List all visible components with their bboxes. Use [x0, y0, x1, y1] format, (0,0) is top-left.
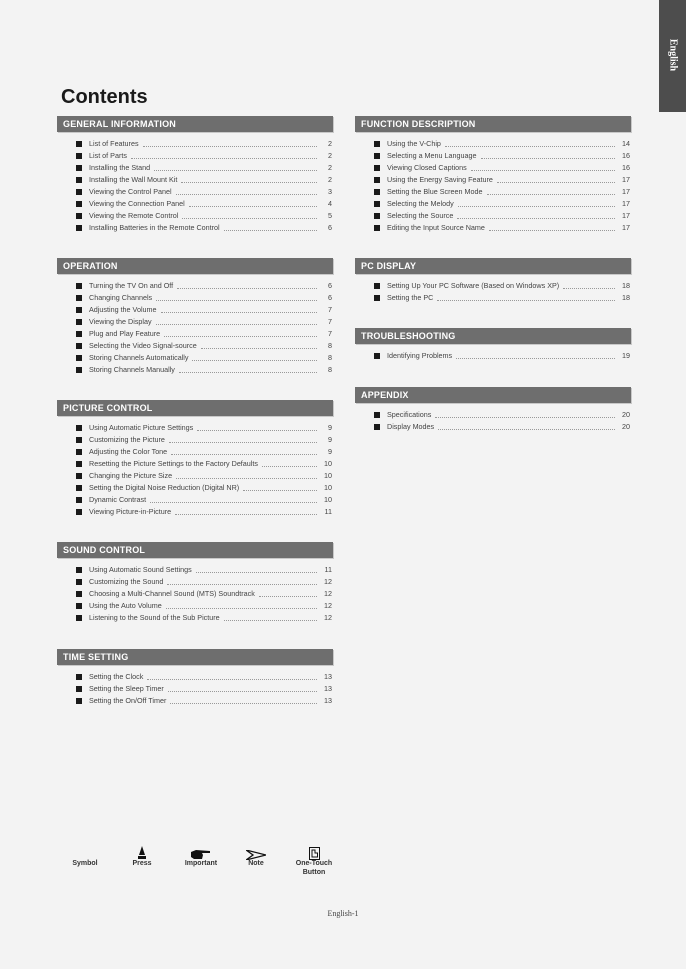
language-tab-label: English: [667, 38, 678, 72]
square-bullet-icon: [76, 674, 82, 680]
square-bullet-icon: [76, 437, 82, 443]
toc-page-number: 10: [324, 471, 332, 480]
square-bullet-icon: [76, 449, 82, 455]
toc-entry-label: Setting the Blue Screen Mode: [387, 187, 483, 196]
square-bullet-icon: [76, 225, 82, 231]
toc-entry[interactable]: [57, 470, 333, 482]
square-bullet-icon: [76, 319, 82, 325]
square-bullet-icon: [374, 353, 380, 359]
toc-page-number: 17: [622, 187, 630, 196]
dot-leader: [175, 507, 317, 515]
toc-entry[interactable]: [355, 138, 631, 150]
toc-entry-label: Installing the Stand: [89, 163, 151, 172]
toc-page-number: 7: [328, 329, 332, 338]
toc-entry-label: Installing Batteries in the Remote Control: [89, 223, 220, 232]
toc-page-number: 17: [622, 211, 630, 220]
toc-entry-label: Selecting the Video Signal-source: [89, 341, 197, 350]
section-appendix: [355, 387, 631, 433]
toc-page-number: 9: [328, 435, 332, 444]
dot-leader: [161, 305, 317, 313]
toc-page-number: 10: [324, 459, 332, 468]
toc-page-number: 12: [324, 577, 332, 586]
toc-page-number: 16: [622, 163, 630, 172]
square-bullet-icon: [374, 412, 380, 418]
square-bullet-icon: [374, 283, 380, 289]
dot-leader: [471, 163, 615, 171]
square-bullet-icon: [76, 473, 82, 479]
legend-note: Note: [236, 842, 276, 867]
square-bullet-icon: [76, 509, 82, 515]
toc-page-number: 6: [328, 281, 332, 290]
dot-leader: [445, 139, 615, 147]
toc-entry-label: Specifications: [387, 410, 432, 419]
toc-entry[interactable]: [57, 434, 333, 446]
press-icon: [122, 842, 162, 860]
square-bullet-icon: [76, 177, 82, 183]
toc-page-number: 9: [328, 447, 332, 456]
toc-page-number: 8: [328, 365, 332, 374]
toc-entry[interactable]: [57, 588, 333, 600]
dot-leader: [201, 341, 317, 349]
toc-entry[interactable]: [57, 352, 333, 364]
dot-leader: [224, 223, 317, 231]
toc-page-number: 6: [328, 223, 332, 232]
toc-page-number: 13: [324, 684, 332, 693]
section-header: APPENDIX: [355, 387, 631, 403]
toc-entry[interactable]: [355, 150, 631, 162]
toc-entry[interactable]: [57, 222, 333, 234]
toc-page-number: 8: [328, 341, 332, 350]
toc-entry[interactable]: [57, 564, 333, 576]
toc-page-number: 18: [622, 281, 630, 290]
toc-entry-label: Changing the Picture Size: [89, 471, 173, 480]
toc-entry-label: Setting the PC: [387, 293, 434, 302]
square-bullet-icon: [374, 165, 380, 171]
section-sound-control: [57, 542, 333, 624]
symbol-legend: [60, 840, 360, 890]
square-bullet-icon: [76, 567, 82, 573]
toc-entry-label: Viewing Picture-in-Picture: [89, 507, 172, 516]
toc-entry-label: Selecting the Melody: [387, 199, 454, 208]
toc-entry[interactable]: [57, 683, 333, 695]
toc-entry[interactable]: [57, 280, 333, 292]
toc-page-number: 12: [324, 601, 332, 610]
dot-leader: [437, 293, 615, 301]
dot-leader: [438, 422, 615, 430]
dot-leader: [131, 151, 317, 159]
square-bullet-icon: [76, 189, 82, 195]
toc-page-number: 12: [324, 589, 332, 598]
toc-entry[interactable]: [57, 458, 333, 470]
square-bullet-icon: [374, 177, 380, 183]
dot-leader: [181, 175, 317, 183]
toc-page-number: 6: [328, 293, 332, 302]
toc-page-number: 12: [324, 613, 332, 622]
dot-leader: [456, 351, 615, 359]
one-touch-button-icon: [290, 842, 338, 860]
toc-entry[interactable]: [355, 280, 631, 292]
toc-entry-label: Identifying Problems: [387, 351, 453, 360]
toc-entry[interactable]: [57, 422, 333, 434]
toc-entry-label: Dynamic Contrast: [89, 495, 147, 504]
square-bullet-icon: [76, 283, 82, 289]
toc-entry-label: Setting the Digital Noise Reduction (Digital NR): [89, 483, 240, 492]
toc-entry-label: Selecting a Menu Language: [387, 151, 477, 160]
square-bullet-icon: [76, 343, 82, 349]
dot-leader: [176, 471, 317, 479]
toc-entry[interactable]: [355, 162, 631, 174]
toc-entry[interactable]: [355, 222, 631, 234]
square-bullet-icon: [374, 213, 380, 219]
toc-entry-label: Setting the On/Off Timer: [89, 696, 167, 705]
toc-entry-label: Selecting the Source: [387, 211, 454, 220]
toc-page-number: 13: [324, 672, 332, 681]
dot-leader: [243, 483, 317, 491]
dot-leader: [182, 211, 317, 219]
section-header: SOUND CONTROL: [57, 542, 333, 558]
toc-entry[interactable]: [57, 174, 333, 186]
toc-entry-label: Viewing the Connection Panel: [89, 199, 185, 208]
toc-page-number: 18: [622, 293, 630, 302]
dot-leader: [156, 293, 317, 301]
dot-leader: [262, 459, 317, 467]
section-pc-display: [355, 258, 631, 304]
toc-entry[interactable]: [57, 482, 333, 494]
toc-page-number: 7: [328, 317, 332, 326]
square-bullet-icon: [76, 603, 82, 609]
toc-entry[interactable]: [57, 210, 333, 222]
toc-entry[interactable]: [57, 446, 333, 458]
dot-leader: [167, 577, 317, 585]
square-bullet-icon: [76, 201, 82, 207]
toc-entry-label: Installing the Wall Mount Kit: [89, 175, 178, 184]
legend-important: Important: [178, 842, 224, 867]
dot-leader: [481, 151, 615, 159]
toc-entry[interactable]: [57, 292, 333, 304]
square-bullet-icon: [76, 213, 82, 219]
toc-page-number: 17: [622, 199, 630, 208]
toc-page-number: 20: [622, 422, 630, 431]
toc-entry-label: Viewing the Remote Control: [89, 211, 179, 220]
dot-leader: [164, 329, 317, 337]
toc-entry[interactable]: [57, 612, 333, 624]
toc-entry-label: Using Automatic Sound Settings: [89, 565, 192, 574]
toc-entry[interactable]: [355, 174, 631, 186]
section-header: GENERAL INFORMATION: [57, 116, 333, 132]
square-bullet-icon: [76, 295, 82, 301]
dot-leader: [197, 423, 317, 431]
page-title: Contents: [61, 86, 148, 108]
square-bullet-icon: [76, 165, 82, 171]
toc-entry-label: Setting the Sleep Timer: [89, 684, 164, 693]
toc-page-number: 17: [622, 175, 630, 184]
toc-entry[interactable]: [57, 186, 333, 198]
toc-entry-label: Setting Up Your PC Software (Based on Windows XP): [387, 281, 560, 290]
square-bullet-icon: [374, 295, 380, 301]
dot-leader: [150, 495, 317, 503]
square-bullet-icon: [76, 591, 82, 597]
section-header: TIME SETTING: [57, 649, 333, 665]
dot-leader: [176, 187, 317, 195]
note-arrow-icon: [236, 842, 276, 860]
dot-leader: [147, 672, 317, 680]
toc-entry[interactable]: [57, 198, 333, 210]
dot-leader: [497, 175, 615, 183]
section-function-description: [355, 116, 631, 234]
toc-page-number: 14: [622, 139, 630, 148]
language-tab: [659, 0, 686, 112]
square-bullet-icon: [76, 153, 82, 159]
toc-page-number: 4: [328, 199, 332, 208]
toc-entry-label: Customizing the Sound: [89, 577, 164, 586]
toc-entry-label: Viewing Closed Captions: [387, 163, 467, 172]
toc-page-number: 11: [324, 565, 332, 574]
toc-entry-label: Setting the Clock: [89, 672, 144, 681]
dot-leader: [259, 589, 317, 597]
toc-entry[interactable]: [57, 316, 333, 328]
toc-entry[interactable]: [57, 600, 333, 612]
toc-page-number: 8: [328, 353, 332, 362]
pointing-hand-icon: [178, 842, 224, 860]
toc-entry-label: Using the Energy Saving Feature: [387, 175, 493, 184]
toc-entry[interactable]: [57, 494, 333, 506]
section-operation: [57, 258, 333, 376]
toc-entry-label: Customizing the Picture: [89, 435, 165, 444]
square-bullet-icon: [76, 497, 82, 503]
section-troubleshooting: [355, 328, 631, 362]
square-bullet-icon: [76, 698, 82, 704]
toc-entry-label: List of Features: [89, 139, 139, 148]
square-bullet-icon: [76, 461, 82, 467]
toc-entry-label: Using the Auto Volume: [89, 601, 162, 610]
toc-entry[interactable]: [57, 695, 333, 707]
square-bullet-icon: [76, 331, 82, 337]
toc-page-number: 2: [328, 151, 332, 160]
square-bullet-icon: [76, 686, 82, 692]
dot-leader: [189, 199, 317, 207]
toc-entry-label: Viewing the Display: [89, 317, 152, 326]
toc-page-number: 13: [324, 696, 332, 705]
dot-leader: [196, 565, 317, 573]
toc-entry-label: Adjusting the Volume: [89, 305, 157, 314]
toc-entry-label: Editing the Input Source Name: [387, 223, 485, 232]
square-bullet-icon: [76, 485, 82, 491]
toc-entry-label: Changing Channels: [89, 293, 153, 302]
toc-entry-label: Using the V-Chip: [387, 139, 441, 148]
toc-page-number: 2: [328, 175, 332, 184]
section-time-setting: [57, 649, 333, 707]
toc-page-number: 5: [328, 211, 332, 220]
legend-symbol: Symbol: [72, 860, 98, 867]
square-bullet-icon: [76, 355, 82, 361]
dot-leader: [166, 601, 317, 609]
dot-leader: [168, 684, 317, 692]
dot-leader: [177, 281, 317, 289]
toc-entry-label: Resetting the Picture Settings to the Factory Defaults: [89, 459, 258, 468]
toc-page-number: 2: [328, 163, 332, 172]
toc-page-number: 10: [324, 483, 332, 492]
dot-leader: [143, 139, 317, 147]
toc-entry-label: Adjusting the Color Tone: [89, 447, 168, 456]
dot-leader: [170, 696, 317, 704]
toc-entry[interactable]: [57, 506, 333, 518]
toc-entry-label: Storing Channels Manually: [89, 365, 175, 374]
square-bullet-icon: [76, 367, 82, 373]
toc-entry[interactable]: [57, 364, 333, 376]
square-bullet-icon: [374, 153, 380, 159]
dot-leader: [154, 163, 317, 171]
section-header: PICTURE CONTROL: [57, 400, 333, 416]
toc-entry[interactable]: [355, 210, 631, 222]
square-bullet-icon: [374, 201, 380, 207]
dot-leader: [435, 410, 615, 418]
square-bullet-icon: [374, 225, 380, 231]
square-bullet-icon: [76, 307, 82, 313]
section-header: FUNCTION DESCRIPTION: [355, 116, 631, 132]
dot-leader: [489, 223, 615, 231]
toc-entry[interactable]: [57, 162, 333, 174]
toc-page-number: 11: [324, 507, 332, 516]
square-bullet-icon: [374, 189, 380, 195]
toc-page-number: 19: [622, 351, 630, 360]
toc-entry[interactable]: [355, 186, 631, 198]
page-number: English-1: [327, 909, 359, 918]
toc-entry-label: Storing Channels Automatically: [89, 353, 189, 362]
section-header: PC DISPLAY: [355, 258, 631, 274]
dot-leader: [563, 281, 615, 289]
dot-leader: [179, 365, 317, 373]
toc-entry[interactable]: [57, 304, 333, 316]
dot-leader: [487, 187, 616, 195]
section-picture-control: [57, 400, 333, 518]
toc-page-number: 16: [622, 151, 630, 160]
toc-entry[interactable]: [355, 292, 631, 304]
toc-page-number: 3: [328, 187, 332, 196]
dot-leader: [156, 317, 317, 325]
toc-entry[interactable]: [57, 138, 333, 150]
square-bullet-icon: [374, 424, 380, 430]
toc-page-number: 17: [622, 223, 630, 232]
dot-leader: [169, 435, 317, 443]
toc-entry[interactable]: [57, 671, 333, 683]
toc-page-number: 10: [324, 495, 332, 504]
square-bullet-icon: [76, 425, 82, 431]
toc-entry-label: Using Automatic Picture Settings: [89, 423, 194, 432]
dot-leader: [457, 211, 615, 219]
toc-page-number: 7: [328, 305, 332, 314]
section-header: TROUBLESHOOTING: [355, 328, 631, 344]
toc-page-number: 20: [622, 410, 630, 419]
toc-entry[interactable]: [355, 409, 631, 421]
toc-page-number: 9: [328, 423, 332, 432]
section-header: OPERATION: [57, 258, 333, 274]
toc-entry-label: Listening to the Sound of the Sub Picture: [89, 613, 220, 622]
legend-one-touch-button: One-Touch Button: [290, 842, 338, 876]
toc-entry-label: Display Modes: [387, 422, 435, 431]
toc-entry[interactable]: [355, 421, 631, 433]
toc-entry-label: Viewing the Control Panel: [89, 187, 172, 196]
toc-entry-label: Turning the TV On and Off: [89, 281, 174, 290]
toc-page-number: 2: [328, 139, 332, 148]
toc-entry-label: List of Parts: [89, 151, 127, 160]
square-bullet-icon: [76, 615, 82, 621]
toc-entry-label: Choosing a Multi-Channel Sound (MTS) Soundtrack: [89, 589, 255, 598]
toc-entry[interactable]: [57, 328, 333, 340]
dot-leader: [171, 447, 317, 455]
toc-entry[interactable]: [57, 150, 333, 162]
toc-entry[interactable]: [355, 198, 631, 210]
dot-leader: [192, 353, 317, 361]
toc-entry[interactable]: [57, 576, 333, 588]
toc-entry[interactable]: [57, 340, 333, 352]
legend-press: Press: [122, 842, 162, 867]
square-bullet-icon: [76, 141, 82, 147]
square-bullet-icon: [374, 141, 380, 147]
section-general-information: [57, 116, 333, 234]
toc-entry[interactable]: [355, 350, 631, 362]
toc-entry-label: Plug and Play Feature: [89, 329, 161, 338]
dot-leader: [458, 199, 615, 207]
dot-leader: [224, 613, 317, 621]
square-bullet-icon: [76, 579, 82, 585]
